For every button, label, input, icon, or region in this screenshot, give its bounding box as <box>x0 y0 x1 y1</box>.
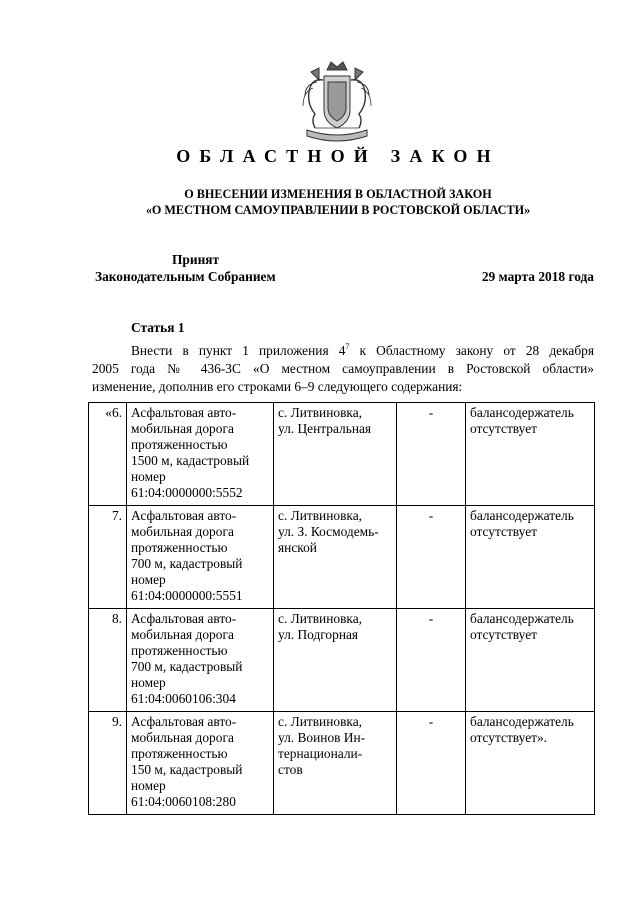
document-title: ОБЛАСТНОЙ ЗАКОН <box>176 146 500 166</box>
article-text-line-2: 2005 года № 436-ЗС «О местном самоуправлении в Ростовской области» <box>92 361 594 376</box>
address-line: ул. Центральная <box>278 421 372 436</box>
document-subtitle-line-1: О ВНЕСЕНИИ ИЗМЕНЕНИЯ В ОБЛАСТНОЙ ЗАКОН <box>184 187 492 201</box>
accepted-label: Принят <box>172 252 220 267</box>
road-address <box>274 403 397 506</box>
road-line: Асфальтовая авто- <box>131 508 237 523</box>
article-text-line-1-start: Внести в пункт 1 приложения 4 <box>131 343 346 358</box>
address-line: стов <box>278 762 303 777</box>
address-line: с. Литвиновка, <box>278 714 363 729</box>
road-address <box>274 712 397 815</box>
road-line: 61:04:0000000:5551 <box>131 588 243 603</box>
address-line: ул. Воинов Ин- <box>278 730 366 745</box>
address-line: с. Литвиновка, <box>278 508 363 523</box>
road-line: мобильная дорога <box>131 730 234 745</box>
article-text-line-1-end: к Областному закону от 28 декабря <box>349 343 595 358</box>
road-line: номер <box>131 778 166 793</box>
note-line: балансодержатель <box>470 508 574 523</box>
note-line: балансодержатель <box>470 611 574 626</box>
row-number: 8. <box>89 609 127 712</box>
road-description <box>127 609 274 712</box>
address-line: янской <box>278 540 317 555</box>
road-address <box>274 609 397 712</box>
road-line: номер <box>131 572 166 587</box>
address-line: с. Литвиновка, <box>278 405 363 420</box>
balance-holder-note <box>466 712 595 815</box>
road-line: Асфальтовая авто- <box>131 611 237 626</box>
article-text-line-3: изменение, дополнив его строками 6–9 следующего содержания: <box>92 379 463 394</box>
road-description <box>127 712 274 815</box>
road-line: 1500 м, кадастровый <box>131 453 250 468</box>
balance-holder-note <box>466 506 595 609</box>
empty-value-dash: - <box>397 609 466 712</box>
address-line: ул. З. Космодемь- <box>278 524 379 539</box>
road-line: протяженностью <box>131 746 228 761</box>
road-line: номер <box>131 675 166 690</box>
road-address <box>274 506 397 609</box>
road-line: номер <box>131 469 166 484</box>
row-number: 7. <box>89 506 127 609</box>
balance-holder-note <box>466 609 595 712</box>
table-row <box>89 609 595 712</box>
article-text-line-1 <box>131 342 594 359</box>
coat-of-arms-emblem <box>297 58 377 144</box>
note-line: отсутствует <box>470 524 537 539</box>
road-line: Асфальтовая авто- <box>131 405 237 420</box>
road-line: протяженностью <box>131 540 228 555</box>
accepted-date: 29 марта 2018 года <box>481 269 594 284</box>
road-description <box>127 506 274 609</box>
objects-table <box>88 402 595 815</box>
empty-value-dash: - <box>397 403 466 506</box>
row-number: «6. <box>89 403 127 506</box>
address-line: с. Литвиновка, <box>278 611 363 626</box>
table-row <box>89 403 595 506</box>
road-line: 61:04:0000000:5552 <box>131 485 243 500</box>
empty-value-dash: - <box>397 506 466 609</box>
note-line: балансодержатель <box>470 714 574 729</box>
article-heading: Статья 1 <box>131 320 185 335</box>
note-line: балансодержатель <box>470 405 574 420</box>
row-number: 9. <box>89 712 127 815</box>
note-line: отсутствует <box>470 421 537 436</box>
road-line: 61:04:0060108:280 <box>131 794 236 809</box>
road-description <box>127 403 274 506</box>
address-line: тернационали- <box>278 746 363 761</box>
road-line: протяженностью <box>131 437 228 452</box>
road-line: мобильная дорога <box>131 421 234 436</box>
accepted-by: Законодательным Собранием <box>95 269 276 284</box>
table-row <box>89 506 595 609</box>
document-subtitle-line-2: «О МЕСТНОМ САМОУПРАВЛЕНИИ В РОСТОВСКОЙ ОБЛАСТИ» <box>145 203 531 217</box>
road-line: 61:04:0060106:304 <box>131 691 236 706</box>
road-line: протяженностью <box>131 643 228 658</box>
road-line: 150 м, кадастровый <box>131 762 243 777</box>
address-line: ул. Подгорная <box>278 627 359 642</box>
note-line: отсутствует <box>470 627 537 642</box>
empty-value-dash: - <box>397 712 466 815</box>
table-row <box>89 712 595 815</box>
balance-holder-note <box>466 403 595 506</box>
road-line: 700 м, кадастровый <box>131 556 243 571</box>
appendix-superscript: 7 <box>345 342 350 351</box>
road-line: мобильная дорога <box>131 627 234 642</box>
road-line: мобильная дорога <box>131 524 234 539</box>
note-line: отсутствует». <box>470 730 548 745</box>
road-line: Асфальтовая авто- <box>131 714 237 729</box>
road-line: 700 м, кадастровый <box>131 659 243 674</box>
